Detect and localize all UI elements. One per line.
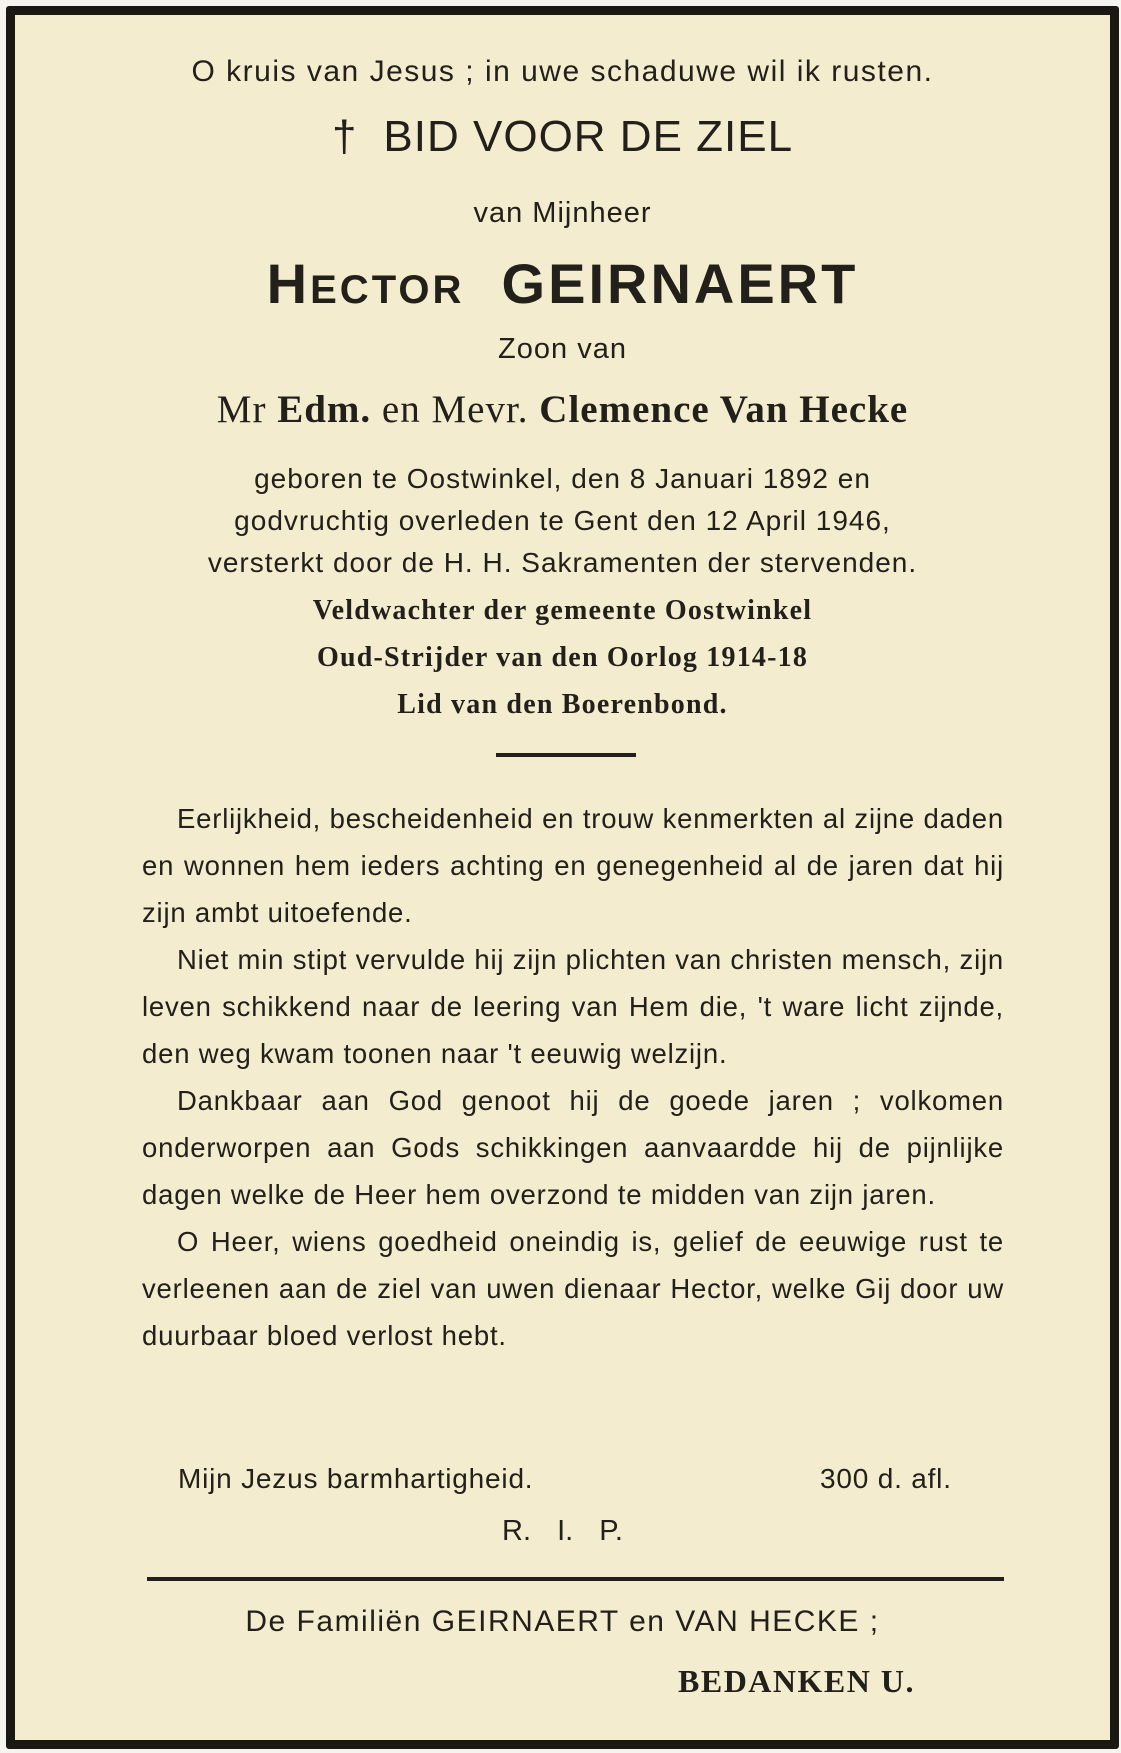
families-line	[15, 1605, 1110, 1639]
zoon-van: Zoon van	[498, 333, 627, 365]
paragraph: Niet min stipt vervulde hij zijn plichten van christen mensch, zijn leven schikkend naar de leering van Hem die, 't ware licht zijnde, den weg kwam toonen naar 't eeuwig welzijn.	[142, 944, 1004, 1069]
memorial-card	[6, 6, 1119, 1749]
body-text	[142, 795, 1004, 1359]
title-line: Veldwachter der gemeente Oostwinkel	[312, 595, 813, 626]
family-name: GEIRNAERT	[431, 1605, 620, 1638]
died-line: godvruchtig overleden te Gent den 12 April 1946,	[234, 505, 891, 536]
paragraph: O Heer, wiens goedheid oneindig is, gelief de eeuwige rust te verleenen aan de ziel van uwen dienaar Hector, welke Gij door uw duurbaar bloed verlost hebt.	[142, 1226, 1004, 1351]
father-name: Edm.	[277, 388, 372, 431]
heading-text: BID VOOR DE ZIEL	[383, 112, 794, 161]
parents-mr: Mr	[216, 388, 267, 431]
title-line: Oud-Strijder van den Oorlog 1914-18	[316, 642, 809, 673]
paragraph: Eerlijkheid, bescheidenheid en trouw kenmerkten al zijne daden en wonnen hem ieders achting en genegenheid al de jaren dat hij zijn ambt uitoefende.	[142, 803, 1004, 928]
prayer: Mijn Jezus barmhartigheid.	[178, 1463, 534, 1494]
deceased-name	[15, 251, 1110, 316]
divider	[496, 753, 636, 757]
parents-line	[15, 387, 1110, 432]
thanks: BEDANKEN U.	[678, 1663, 915, 1699]
born-line: geboren te Oostwinkel, den 8 Januari 1892 en	[254, 463, 871, 494]
families-prefix: De Familiën	[245, 1605, 422, 1638]
motto: O kruis van Jesus ; in uwe schaduwe wil ik rusten.	[191, 55, 934, 88]
van-mijnheer: van Mijnheer	[473, 197, 652, 229]
title-line: Lid van den Boerenbond.	[397, 689, 728, 720]
divider	[147, 1577, 1004, 1581]
mother-name: Clemence Van Hecke	[539, 388, 909, 431]
cross-icon: †	[331, 112, 358, 161]
paragraph: Dankbaar aan God genoot hij de goede jaren ; volkomen onderworpen aan Gods schikkingen aanvaardde hij de pijnlijke dagen welke de Heer hem overzond te midden van zijn jaren.	[142, 1085, 1004, 1210]
parents-en-mevr: en Mevr.	[381, 388, 529, 431]
first-name: HECTOR	[266, 252, 465, 315]
families-en: en	[629, 1605, 666, 1638]
indulgence: 300 d. afl.	[820, 1463, 952, 1494]
family-name: VAN HECKE ;	[675, 1605, 880, 1638]
sacraments-line: versterkt door de H. H. Sakramenten der stervenden.	[207, 547, 918, 578]
last-name: GEIRNAERT	[501, 252, 859, 315]
heading	[15, 112, 1110, 162]
rip: R. I. P.	[502, 1515, 623, 1547]
